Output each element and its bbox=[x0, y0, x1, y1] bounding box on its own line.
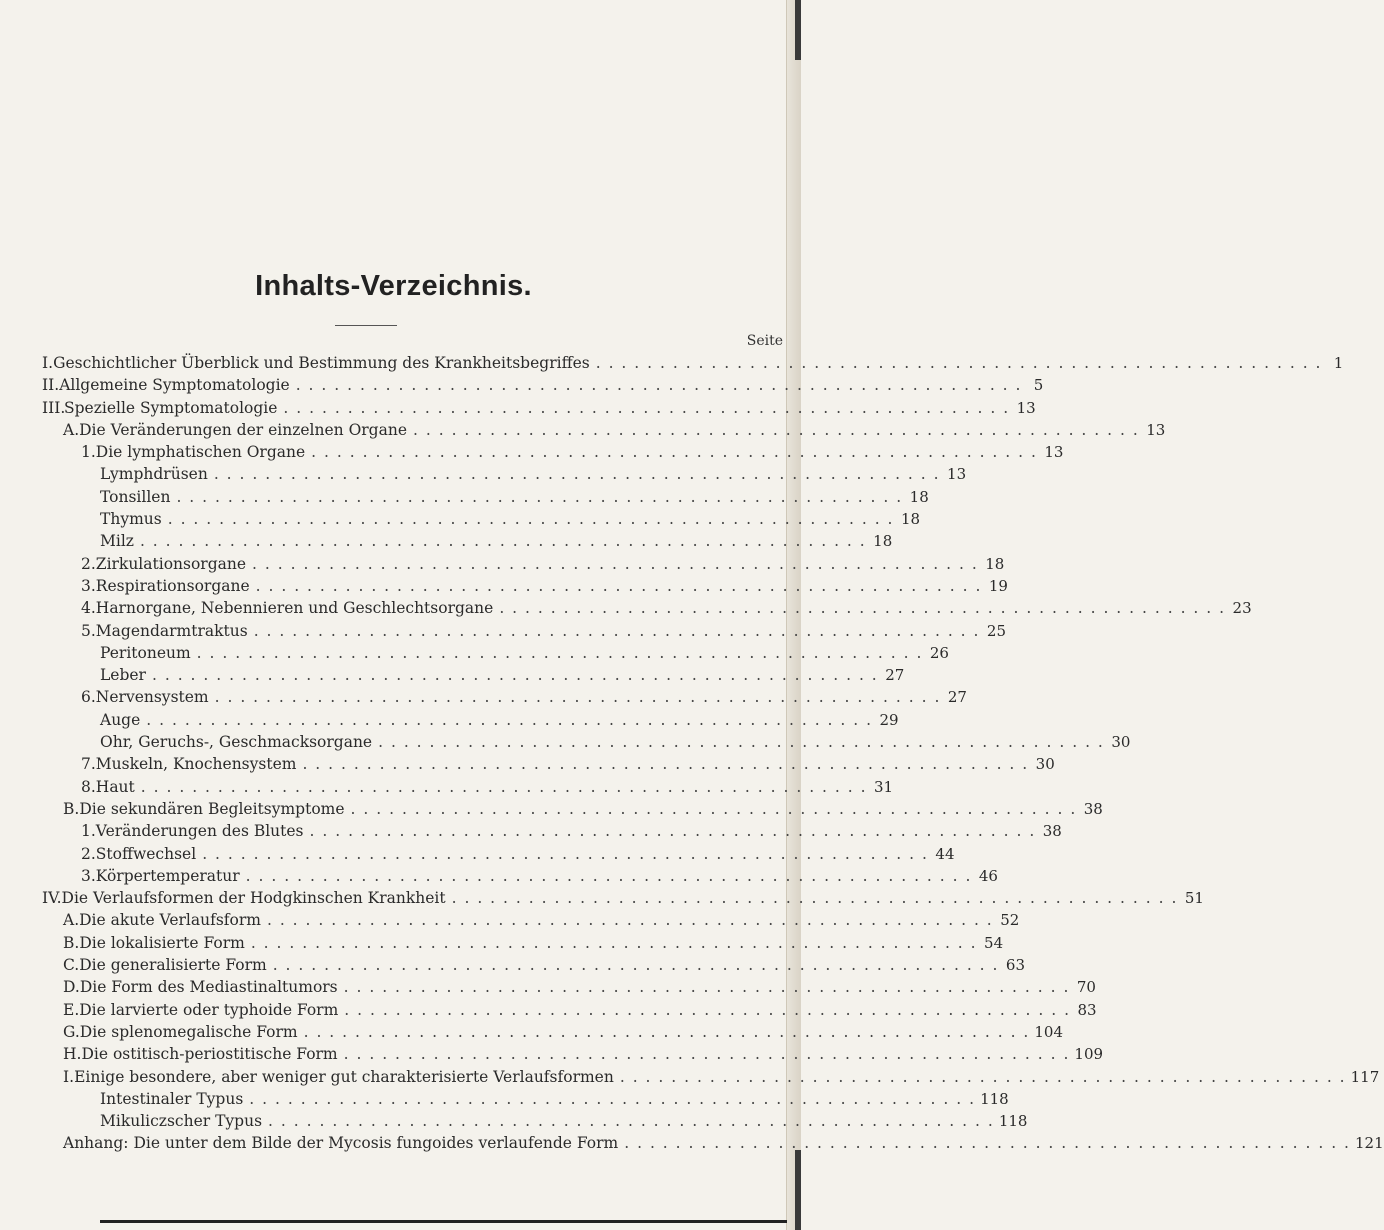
toc-entry-page: 25 bbox=[986, 621, 1007, 640]
toc-entry bbox=[42, 776, 894, 798]
toc-entry-page: 83 bbox=[1077, 1000, 1097, 1019]
toc-entry-number: I. bbox=[63, 1067, 75, 1086]
toc-entry bbox=[42, 731, 1131, 753]
toc-leader-dots bbox=[596, 352, 1321, 374]
toc-entry-number: 6. bbox=[81, 688, 96, 707]
toc-entry-number: E. bbox=[63, 1000, 80, 1019]
toc-leader-dots bbox=[302, 753, 1027, 775]
toc-entry-page: 70 bbox=[1076, 978, 1096, 997]
toc-leader-dots bbox=[141, 776, 866, 798]
toc-entry-title: Die splenomegalische Form bbox=[79, 1022, 298, 1041]
toc-entry-number: 7. bbox=[81, 755, 96, 774]
bottom-divider bbox=[100, 1220, 787, 1223]
toc-entry bbox=[42, 1132, 1384, 1154]
toc-entry bbox=[42, 820, 1062, 842]
toc-leader-dots bbox=[252, 553, 977, 575]
toc-entry-page: 117 bbox=[1350, 1067, 1380, 1086]
toc-entry-title: Harnorgane, Nebennieren und Geschlechtsorgane bbox=[95, 599, 494, 618]
toc-entry-title: Die larvierte oder typhoide Form bbox=[79, 1000, 339, 1019]
toc-entry-page: 13 bbox=[1044, 443, 1064, 462]
toc-entry-title: Leber bbox=[100, 666, 146, 685]
toc-leader-dots bbox=[344, 999, 1069, 1021]
toc-entry-page: 109 bbox=[1074, 1045, 1104, 1064]
toc-entry-title: Körpertemperatur bbox=[95, 866, 240, 885]
toc-entry-title: Die Form des Mediastinaltumors bbox=[79, 978, 338, 997]
toc-entry bbox=[42, 508, 921, 530]
toc-leader-dots bbox=[378, 731, 1103, 753]
toc-entry bbox=[42, 642, 949, 664]
toc-entry-title: Magendarmtraktus bbox=[95, 621, 248, 640]
toc-entry-page: 26 bbox=[929, 643, 949, 662]
toc-entry-page: 29 bbox=[879, 710, 899, 729]
toc-entry-page: 27 bbox=[885, 666, 905, 685]
toc-leader-dots bbox=[152, 664, 877, 686]
toc-entry-title: Allgemeine Symptomatologie bbox=[59, 376, 290, 395]
toc-entry-title: Thymus bbox=[100, 510, 162, 529]
toc-entry-number: I. bbox=[42, 354, 54, 372]
toc-entry bbox=[42, 753, 1055, 775]
toc-entry bbox=[42, 798, 1103, 820]
toc-entry-title: Haut bbox=[95, 777, 135, 796]
toc-entry bbox=[42, 1088, 1009, 1110]
toc-leader-dots bbox=[296, 374, 1021, 396]
toc-entry-number: 1. bbox=[81, 822, 96, 841]
table-of-contents bbox=[42, 352, 1384, 1155]
toc-entry-number: C. bbox=[63, 956, 80, 975]
toc-leader-dots bbox=[267, 909, 992, 931]
toc-leader-dots bbox=[202, 843, 927, 865]
toc-entry-page: 23 bbox=[1232, 599, 1252, 618]
toc-leader-dots bbox=[310, 820, 1035, 842]
toc-entry-title: Tonsillen bbox=[100, 487, 171, 506]
toc-entry bbox=[42, 954, 1026, 976]
toc-leader-dots bbox=[214, 463, 939, 485]
toc-leader-dots bbox=[140, 530, 865, 552]
toc-entry-title: Einige besondere, aber weniger gut charakterisierte Verlaufsformen bbox=[74, 1067, 614, 1086]
toc-entry-number: G. bbox=[63, 1022, 80, 1041]
toc-entry bbox=[42, 530, 893, 552]
title-divider bbox=[335, 325, 397, 326]
toc-entry bbox=[42, 486, 929, 508]
toc-entry bbox=[42, 597, 1252, 619]
toc-leader-dots bbox=[311, 441, 1036, 463]
toc-entry bbox=[42, 553, 1005, 575]
toc-entry-title: Mikuliczscher Typus bbox=[100, 1112, 263, 1131]
toc-entry-title: Zirkulationsorgane bbox=[95, 554, 247, 573]
toc-entry-page: 13 bbox=[947, 465, 967, 484]
toc-entry-title: Geschichtlicher Überblick und Bestimmung des Krankheitsbegriffes bbox=[53, 354, 590, 372]
toc-leader-dots bbox=[254, 620, 979, 642]
toc-entry bbox=[42, 463, 967, 485]
toc-leader-dots bbox=[249, 1088, 974, 1110]
toc-entry-number: III. bbox=[42, 398, 66, 417]
toc-entry-number: 2. bbox=[81, 554, 96, 573]
toc-entry bbox=[42, 397, 1036, 419]
toc-entry bbox=[42, 1110, 1028, 1132]
toc-entry-title: Nervensystem bbox=[95, 688, 209, 707]
toc-leader-dots bbox=[344, 1043, 1069, 1065]
toc-entry-number: 5. bbox=[81, 621, 96, 640]
toc-entry bbox=[42, 664, 905, 686]
toc-entry-page: 27 bbox=[947, 688, 967, 707]
toc-entry-title: Die Veränderungen der einzelnen Organe bbox=[79, 420, 408, 439]
toc-leader-dots bbox=[344, 976, 1069, 998]
toc-leader-dots bbox=[452, 887, 1177, 909]
toc-entry-page: 18 bbox=[909, 487, 929, 506]
toc-entry-page: 30 bbox=[1111, 733, 1131, 752]
toc-entry-page: 44 bbox=[935, 844, 955, 863]
toc-entry-number: IV. bbox=[42, 889, 62, 908]
toc-leader-dots bbox=[251, 932, 976, 954]
toc-entry-title: Peritoneum bbox=[100, 643, 191, 662]
toc-entry-page: 18 bbox=[985, 554, 1005, 573]
page-title: Inhalts-Verzeichnis. bbox=[255, 270, 532, 302]
toc-entry-number: A. bbox=[63, 420, 80, 439]
toc-entry-page: 38 bbox=[1083, 799, 1103, 818]
toc-entry-title: Anhang: Die unter dem Bilde der Mycosis fungoides verlaufende Form bbox=[63, 1134, 619, 1153]
toc-entry bbox=[42, 843, 955, 865]
toc-entry-number: 2. bbox=[81, 844, 96, 863]
toc-entry-title: Auge bbox=[100, 710, 141, 729]
toc-leader-dots bbox=[268, 1110, 993, 1132]
toc-leader-dots bbox=[176, 486, 901, 508]
toc-entry-number: A. bbox=[63, 911, 80, 930]
toc-entry bbox=[42, 1021, 1063, 1043]
toc-entry-page: 104 bbox=[1034, 1022, 1063, 1041]
toc-leader-dots bbox=[624, 1132, 1349, 1154]
toc-entry-number: 3. bbox=[81, 576, 96, 595]
toc-entry-number: 3. bbox=[81, 866, 96, 885]
toc-entry bbox=[42, 976, 1096, 998]
toc-entry-title: Die lymphatischen Organe bbox=[95, 443, 306, 462]
toc-entry bbox=[42, 441, 1064, 463]
toc-leader-dots bbox=[283, 397, 1008, 419]
toc-entry-page: 18 bbox=[900, 510, 921, 529]
toc-leader-dots bbox=[168, 508, 893, 530]
toc-entry-page: 46 bbox=[978, 866, 998, 885]
toc-entry bbox=[42, 865, 998, 887]
toc-entry-page: 30 bbox=[1035, 755, 1055, 774]
toc-entry-page: 118 bbox=[980, 1089, 1009, 1108]
toc-leader-dots bbox=[304, 1021, 1029, 1043]
toc-entry-title: Ohr, Geruchs-, Geschmacksorgane bbox=[100, 733, 373, 752]
toc-leader-dots bbox=[499, 597, 1224, 619]
toc-entry-page: 18 bbox=[873, 532, 893, 551]
toc-entry bbox=[42, 352, 1344, 374]
toc-leader-dots bbox=[256, 575, 981, 597]
toc-entry-page: 51 bbox=[1184, 889, 1204, 908]
page-column-header: Seite bbox=[746, 333, 783, 349]
toc-entry-title: Lymphdrüsen bbox=[100, 465, 208, 484]
toc-entry-number: B. bbox=[63, 799, 80, 818]
toc-entry-title: Stoffwechsel bbox=[95, 844, 197, 863]
toc-entry-title: Die generalisierte Form bbox=[79, 956, 267, 975]
toc-entry bbox=[42, 1066, 1380, 1088]
toc-leader-dots bbox=[215, 686, 940, 708]
toc-entry-page: 38 bbox=[1042, 822, 1062, 841]
toc-entry-page: 1 bbox=[1333, 354, 1344, 372]
toc-entry-title: Milz bbox=[100, 532, 134, 551]
toc-entry-page: 19 bbox=[988, 576, 1008, 595]
toc-entry bbox=[42, 1043, 1104, 1065]
toc-entry-number: II. bbox=[42, 376, 60, 395]
toc-entry-page: 52 bbox=[1000, 911, 1020, 930]
toc-entry-page: 118 bbox=[998, 1112, 1028, 1131]
toc-leader-dots bbox=[620, 1066, 1345, 1088]
toc-entry-page: 54 bbox=[984, 933, 1004, 952]
toc-entry-title: Die sekundären Begleitsymptome bbox=[79, 799, 345, 818]
toc-entry-page: 31 bbox=[874, 777, 894, 796]
toc-entry bbox=[42, 909, 1020, 931]
toc-leader-dots bbox=[246, 865, 971, 887]
toc-entry-page: 121 bbox=[1355, 1134, 1384, 1153]
toc-entry-number: B. bbox=[63, 933, 80, 952]
toc-leader-dots bbox=[413, 419, 1138, 441]
toc-entry bbox=[42, 887, 1204, 909]
toc-entry-title: Veränderungen des Blutes bbox=[95, 822, 304, 841]
toc-entry-number: D. bbox=[63, 978, 80, 997]
toc-entry-page: 13 bbox=[1146, 420, 1166, 439]
toc-entry bbox=[42, 932, 1004, 954]
toc-leader-dots bbox=[351, 798, 1076, 820]
toc-entry-title: Respirationsorgane bbox=[95, 576, 250, 595]
toc-entry-number: 8. bbox=[81, 777, 96, 796]
toc-leader-dots bbox=[197, 642, 922, 664]
toc-entry bbox=[42, 419, 1166, 441]
toc-entry bbox=[42, 709, 899, 731]
toc-entry-number: 4. bbox=[81, 599, 96, 618]
toc-entry-number: 1. bbox=[81, 443, 96, 462]
toc-entry-title: Intestinaler Typus bbox=[100, 1089, 244, 1108]
toc-entry-title: Spezielle Symptomatologie bbox=[64, 398, 278, 417]
toc-leader-dots bbox=[146, 709, 871, 731]
toc-entry-number: H. bbox=[63, 1045, 82, 1064]
toc-entry-title: Die akute Verlaufsform bbox=[79, 911, 261, 930]
toc-entry bbox=[42, 575, 1008, 597]
toc-entry-title: Die lokalisierte Form bbox=[79, 933, 245, 952]
toc-entry bbox=[42, 620, 1007, 642]
toc-entry-title: Die ostitisch-periostitische Form bbox=[81, 1045, 338, 1064]
toc-entry-title: Die Verlaufsformen der Hodgkinschen Krankheit bbox=[61, 889, 446, 908]
toc-entry bbox=[42, 999, 1097, 1021]
toc-entry bbox=[42, 374, 1044, 396]
toc-entry bbox=[42, 686, 967, 708]
toc-leader-dots bbox=[273, 954, 998, 976]
toc-entry-page: 13 bbox=[1016, 398, 1036, 417]
toc-entry-page: 63 bbox=[1005, 956, 1026, 975]
toc-entry-title: Muskeln, Knochensystem bbox=[95, 755, 297, 774]
toc-entry-page: 5 bbox=[1033, 376, 1044, 395]
